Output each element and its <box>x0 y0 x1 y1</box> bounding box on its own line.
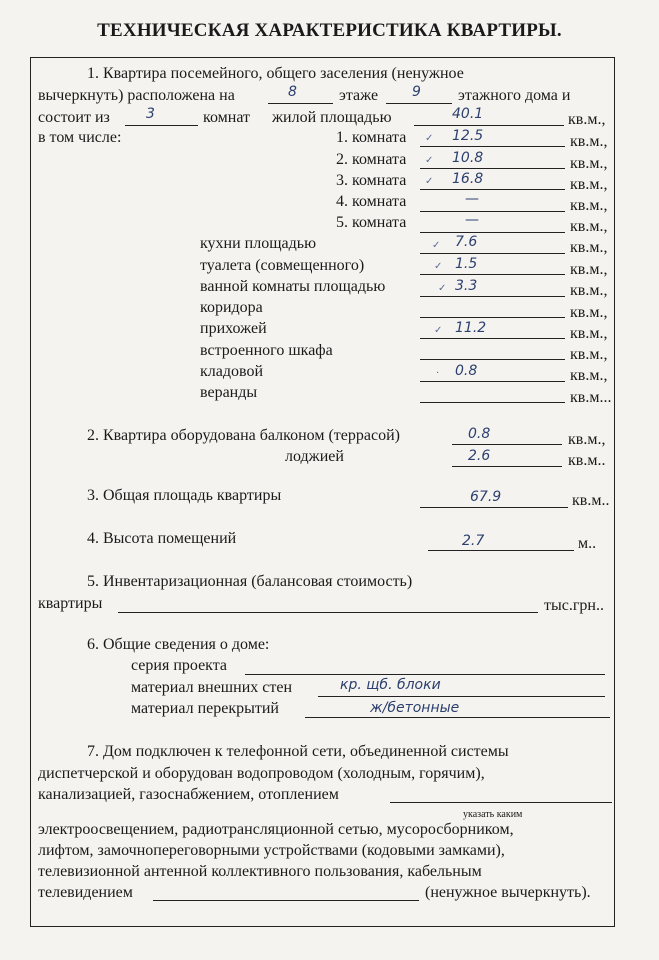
floor-field-line <box>268 103 333 104</box>
hallway-label: прихожей <box>200 320 267 337</box>
unit-2: кв.м., <box>570 155 608 172</box>
wardrobe-label: встроенного шкафа <box>200 342 333 359</box>
walls-label: материал внешних стен <box>131 679 293 696</box>
kitchen-line <box>420 253 565 254</box>
s4-label: 4. Высота помещений <box>87 530 237 547</box>
storage-label: кладовой <box>200 363 264 380</box>
unit-9: кв.м., <box>570 304 608 321</box>
height-line <box>428 550 574 551</box>
living-area-line <box>414 125 564 126</box>
hallway-line <box>420 338 565 339</box>
unit-10: кв.м., <box>570 325 608 342</box>
toilet-line <box>420 274 565 275</box>
unit-6: кв.м., <box>570 239 608 256</box>
check-mark-icon: ✓ <box>425 133 434 144</box>
s2-line2: лоджией <box>285 448 344 465</box>
room-2-value: 10.8 <box>452 150 484 166</box>
s7-line5: лифтом, замочнопереговорными устройствами (кодовыми замками), <box>38 842 505 859</box>
floors-material-value: ж/бетонные <box>370 700 460 716</box>
room-3-label: 3. комната <box>336 172 407 189</box>
corridor-line <box>420 317 565 318</box>
unit-0: кв.м., <box>568 111 606 128</box>
s3-label: 3. Общая площадь квартиры <box>87 487 282 504</box>
bathroom-value: 3.3 <box>455 278 478 294</box>
specify-hint: указать каким <box>463 809 523 820</box>
room-1-line <box>420 146 565 147</box>
s1-line3b: комнат <box>203 109 251 126</box>
s7-line6: телевизионной антенной коллективного пользования, кабельным <box>38 863 482 880</box>
toilet-value: 1.5 <box>455 256 478 272</box>
kitchen-value: 7.6 <box>455 234 478 250</box>
loggia-line <box>452 466 562 467</box>
veranda-line <box>420 402 565 403</box>
s7-line2: диспетчерской и оборудован водопроводом (холодным, горячим), <box>38 765 485 782</box>
s7-line3: канализацией, газоснабжением, отоплением <box>38 786 339 803</box>
s5-line1: 5. Инвентаризационная (балансовая стоимость) <box>87 573 413 590</box>
toilet-label: туалета (совмещенного) <box>200 257 365 274</box>
living-area-value: 40.1 <box>452 106 484 122</box>
walls-value: кр. щб. блоки <box>340 677 441 693</box>
unit-1: кв.м., <box>570 133 608 150</box>
room-5-value: — <box>465 212 479 228</box>
s1-line2c: этажного дома и <box>458 87 571 104</box>
room-3-value: 16.8 <box>452 171 484 187</box>
rooms-value: 3 <box>146 106 155 122</box>
room-2-line <box>420 168 565 169</box>
s1-line3a: состоит из <box>38 109 110 126</box>
balcony-value: 0.8 <box>468 426 491 442</box>
s1-line3c: жилой площадью <box>272 109 392 126</box>
check-mark-icon: ✓ <box>432 240 441 251</box>
total-area-line <box>420 507 568 508</box>
unit-5: кв.м., <box>570 218 608 235</box>
wardrobe-line <box>420 359 565 360</box>
s7-line7b: (ненужное вычеркнуть). <box>425 884 591 901</box>
walls-line <box>318 696 605 697</box>
check-mark-icon: ✓ <box>425 155 434 166</box>
check-mark-icon: ✓ <box>434 325 443 336</box>
unit-3: кв.м., <box>570 176 608 193</box>
s7-line1: 7. Дом подключен к телефонной сети, объединенной системы <box>87 743 509 760</box>
floors-material-line <box>305 717 610 718</box>
storage-line <box>420 381 565 382</box>
s5-unit: тыс.грн.. <box>544 597 604 614</box>
room-1-label: 1. комната <box>336 129 407 146</box>
room-2-label: 2. комната <box>336 151 407 168</box>
s4-unit: м.. <box>578 535 597 552</box>
room-3-line <box>420 189 565 190</box>
unit-13: кв.м... <box>570 389 612 406</box>
room-4-value: — <box>465 191 479 207</box>
check-mark-icon: ✓ <box>425 176 434 187</box>
rooms-field-line <box>125 125 198 126</box>
floors-value: 9 <box>412 84 421 100</box>
loggia-value: 2.6 <box>468 448 491 464</box>
hallway-value: 11.2 <box>455 320 487 336</box>
floor-value: 8 <box>288 84 297 100</box>
kitchen-label: кухни площадью <box>200 235 317 252</box>
heating-line <box>390 802 612 803</box>
room-5-label: 5. комната <box>336 214 407 231</box>
unit-12: кв.м., <box>570 367 608 384</box>
document-title: ТЕХНИЧЕСКАЯ ХАРАКТЕРИСТИКА КВАРТИРЫ. <box>97 20 562 41</box>
in-total-label: в том числе: <box>38 129 122 146</box>
check-mark-icon: ✓ <box>434 261 443 272</box>
storage-value: 0.8 <box>455 363 478 379</box>
corridor-label: коридора <box>200 299 263 316</box>
s3-unit: кв.м.. <box>572 492 610 509</box>
room-4-line <box>420 211 565 212</box>
s2-line1: 2. Квартира оборудована балконом (террасой) <box>87 427 400 444</box>
height-value: 2.7 <box>462 533 485 549</box>
s7-line7a: телевидением <box>38 884 133 901</box>
floors-field-line <box>386 103 452 104</box>
veranda-label: веранды <box>200 384 258 401</box>
room-1-value: 12.5 <box>452 128 484 144</box>
total-area-value: 67.9 <box>470 489 502 505</box>
unit-8: кв.м., <box>570 282 608 299</box>
room-5-line <box>420 232 565 233</box>
unit-7: кв.м., <box>570 261 608 278</box>
series-line <box>245 674 605 675</box>
value-line <box>118 612 538 613</box>
s1-line2a: вычеркнуть) расположена на <box>38 87 235 104</box>
check-mark-icon: · <box>436 368 440 379</box>
floors-material-label: материал перекрытий <box>131 700 279 717</box>
series-label: серия проекта <box>131 657 228 674</box>
tv-line <box>153 900 419 901</box>
balcony-line <box>452 444 562 445</box>
s6-label: 6. Общие сведения о доме: <box>87 636 270 653</box>
s5-line2: квартиры <box>38 595 103 612</box>
check-mark-icon: ✓ <box>438 283 447 294</box>
s1-line1: 1. Квартира посемейного, общего заселения (ненужное <box>87 65 464 82</box>
s2-unit2: кв.м.. <box>568 452 606 469</box>
bathroom-label: ванной комнаты площадью <box>200 278 386 295</box>
unit-11: кв.м., <box>570 346 608 363</box>
s7-line4: электроосвещением, радиотрансляционной сетью, мусоросборником, <box>38 821 514 838</box>
s2-unit1: кв.м., <box>568 431 606 448</box>
unit-4: кв.м., <box>570 197 608 214</box>
bathroom-line <box>420 296 565 297</box>
s1-line2b: этаже <box>339 87 379 104</box>
room-4-label: 4. комната <box>336 193 407 210</box>
